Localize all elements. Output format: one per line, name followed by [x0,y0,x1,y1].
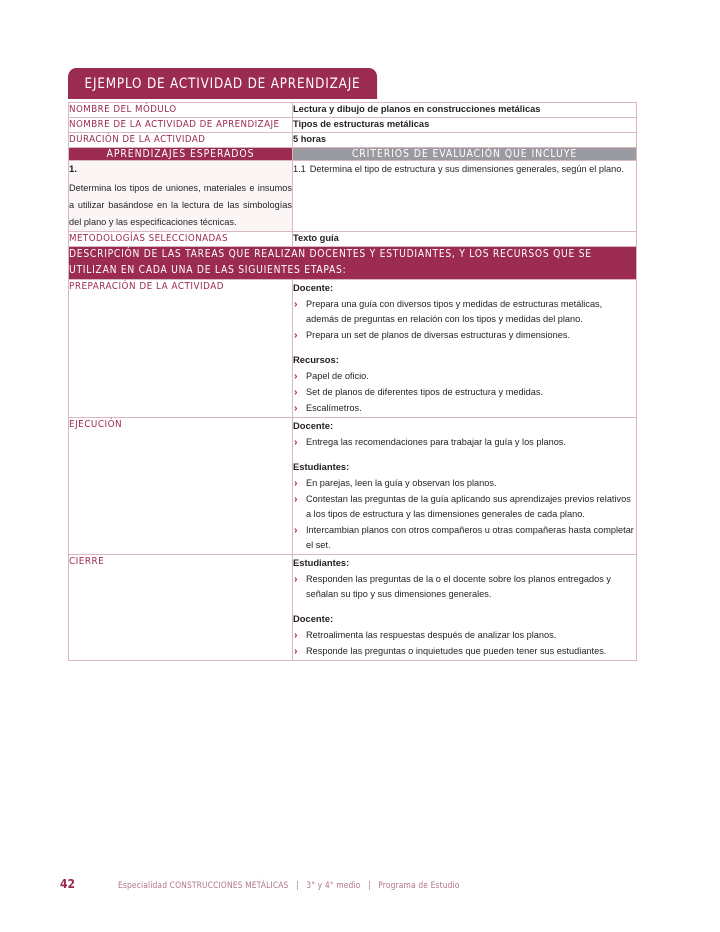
footer-separator: | [367,880,371,890]
list-item: › Prepara una guía con diversos tipos y medidas de estructuras metálicas, además de preguntas en relación con los tipos y medidas del plano. [293,297,636,327]
group-title-docente: Docente: [293,613,334,625]
list-item: › Set de planos de diferentes tipos de estructura y medidas. [293,385,636,400]
list-item: › Responde las preguntas o inquietudes que pueden tener sus estudiantes. [293,644,636,659]
group-list-estudiantes [293,572,636,602]
group-list-recursos [293,369,636,416]
footer-separator: | [296,880,299,890]
description-band-text: DESCRIPCIÓN DE LAS TAREAS QUE REALIZAN DOCENTES Y ESTUDIANTES, Y LOS RECURSOS QUE SE UTILIZAN EN CADA UNA DE LAS SIGUIENTES ETAPAS: [69,246,637,280]
criterion-text: Determina el tipo de estructura y sus dimensiones generales, según el plano. [309,163,624,174]
activity-banner [68,68,404,99]
list-item: › Responden las preguntas de la o el docente sobre los planos entregados y señalan su tipo y sus dimensiones generales. [293,572,636,602]
table-row-stage-ejecucion [69,418,637,555]
group-title-estudiantes: Estudiantes: [293,461,350,473]
table-row-activity-name [69,117,637,132]
value-methodology: Texto guía [293,231,637,246]
list-item: › Contestan las preguntas de la guía aplicando sus aprendizajes previos relativos a los tipos de estructura y las dimensiones generales de cada plano. [293,492,636,522]
stage-body-preparacion [293,280,637,418]
footer-level: 3° y 4° medio [306,880,361,890]
label-duration: DURACIÓN DE LA ACTIVIDAD [69,132,293,147]
group-title-docente: Docente: [293,420,334,432]
group-list-docente [293,435,636,450]
footer-page-number: 42 [60,877,76,891]
label-methodology: METODOLOGÍAS SELECCIONADAS [69,231,293,246]
footer-program: Programa de Estudio [378,880,460,890]
list-item: › Papel de oficio. [293,369,636,384]
group-list-estudiantes [293,476,636,553]
list-item: › En parejas, leen la guía y observan los planos. [293,476,636,491]
list-item: › Escalímetros. [293,401,636,416]
table-row-outcomes-header [69,147,637,160]
table-row-outcomes-body [69,160,637,231]
table-row-stage-preparacion [69,280,637,418]
header-expected-learning: APRENDIZAJES ESPERADOS [69,147,293,160]
table-row-description-band [69,246,637,280]
group-title-docente: Docente: [293,282,334,294]
group-list-docente [293,297,636,343]
group-title-recursos: Recursos: [293,354,339,366]
list-item: › Retroalimenta las respuestas después de analizar los planos. [293,628,636,643]
page-footer [0,875,720,899]
table-row-module [69,103,637,118]
stage-label-cierre: CIERRE [69,554,293,660]
expected-learning-number: 1. [69,163,78,175]
criterion-code: 1.1 [293,163,306,174]
activity-banner-title: EJEMPLO DE ACTIVIDAD DE APRENDIZAJE [68,68,377,99]
value-module: Lectura y dibujo de planos en construcciones metálicas [293,103,637,118]
table-row-stage-cierre [69,554,637,660]
stage-label-ejecucion: EJECUCIÓN [69,418,293,555]
activity-table [68,102,637,661]
list-item: › Entrega las recomendaciones para trabajar la guía y los planos. [293,435,636,450]
label-module: NOMBRE DEL MÓDULO [69,103,293,118]
group-list-docente [293,628,636,659]
table-row-methodology [69,231,637,246]
table-body [69,103,637,661]
value-activity-name: Tipos de estructuras metálicas [293,117,637,132]
value-duration: 5 horas [293,132,637,147]
group-title-estudiantes: Estudiantes: [293,556,350,568]
stage-label-preparacion: PREPARACIÓN DE LA ACTIVIDAD [69,280,293,418]
footer-specialty: Especialidad CONSTRUCCIONES METÁLICAS [118,880,289,890]
table-row-duration [69,132,637,147]
header-evaluation-criteria: CRITERIOS DE EVALUACIÓN QUE INCLUYE [293,147,637,160]
stage-body-cierre [293,554,637,660]
expected-learning-cell [69,160,293,231]
footer-text [118,880,460,890]
stage-body-ejecucion [293,418,637,555]
list-item: › Prepara un set de planos de diversas estructuras y dimensiones. [293,328,636,343]
expected-learning-text: Determina los tipos de uniones, materiales e insumos a utilizar basándose en la lectura de las simbologías del plano y las especificaciones técnicas. [69,182,292,227]
list-item: › Intercambian planos con otros compañeros u otras compañeras hasta completar el set. [293,523,636,553]
label-activity-name: NOMBRE DE LA ACTIVIDAD DE APRENDIZAJE [69,117,293,132]
evaluation-criteria-cell [293,160,637,231]
criterion-item [293,161,636,177]
